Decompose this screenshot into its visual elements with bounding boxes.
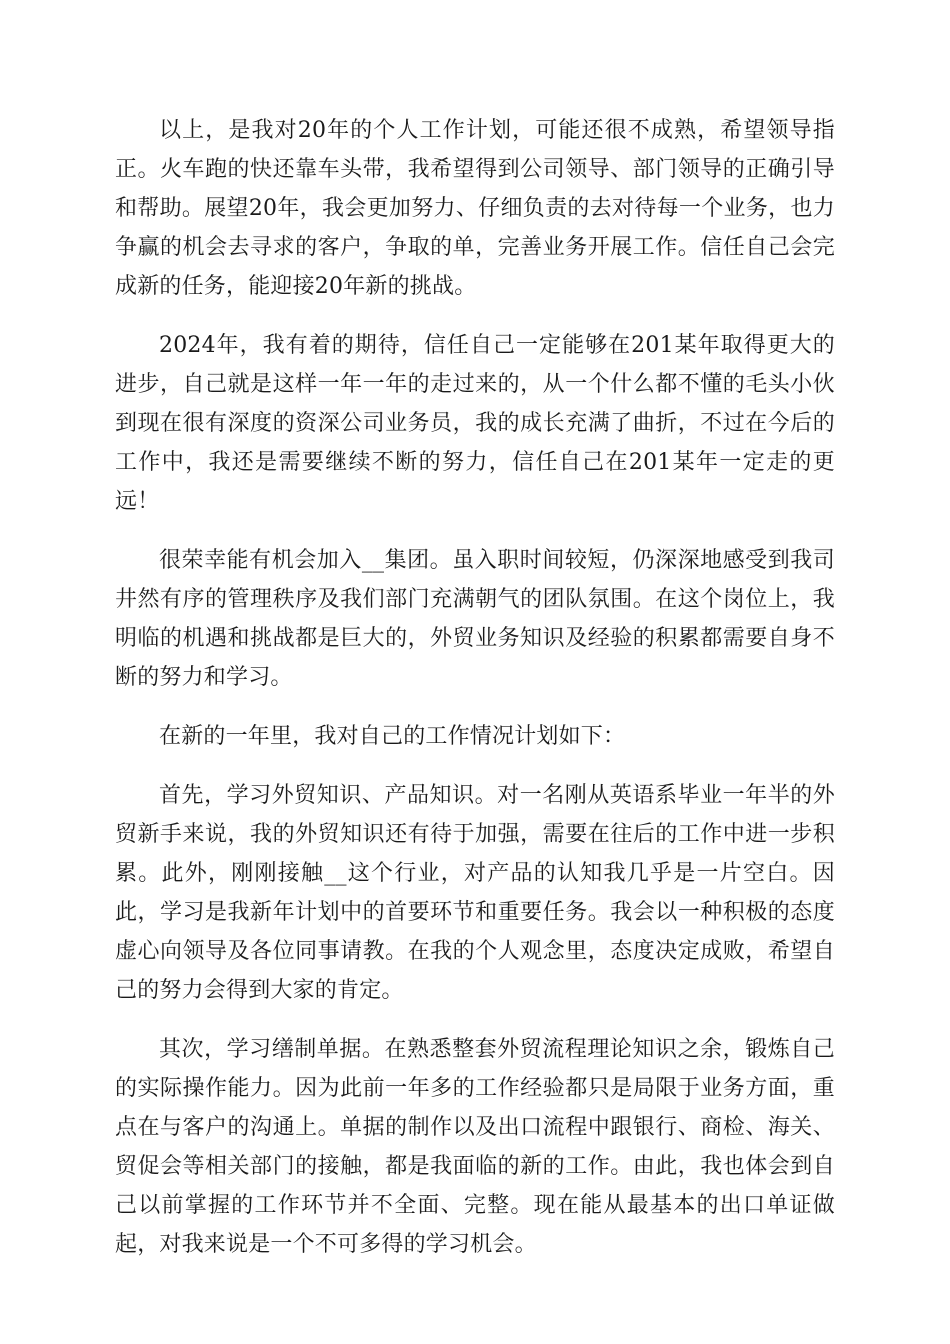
paragraph-introduction: 很荣幸能有机会加入__集团。虽入职时间较短，仍深深地感受到我司井然有序的管理秩序及我们部门充满朝气的团队氛围。在这个岗位上，我明临的机遇和挑战都是巨大的，外贸业务知识及经验的积累都需要自身不断的努力和学习。 [115,548,835,690]
paragraph-plan-second: 其次，学习缮制单据。在熟悉整套外贸流程理论知识之余，锻炼自己的实际操作能力。因为此前一年多的工作经验都只是局限于业务方面，重点在与客户的沟通上。单据的制作以及出口流程中跟银行、商检、海关、贸促会等相关部门的接触，都是我面临的新的工作。由此，我也体会到自己以前掌握的工作环节并不全面、完整。现在能从最基本的出口单证做起，对我来说是一个不可多得的学习机会。 [115,1037,835,1257]
paragraph-plan-first: 首先，学习外贸知识、产品知识。对一名刚从英语系毕业一年半的外贸新手来说，我的外贸知识还有待于加强，需要在往后的工作中进一步积累。此外，刚刚接触__这个行业，对产品的认知我几乎是一片空白。因此，学习是我新年计划中的首要环节和重要任务。我会以一种积极的态度虚心向领导及各位同事请教。在我的个人观念里，态度决定成败，希望自己的努力会得到大家的肯定。 [115,783,835,1003]
paragraph-plan-intro: 在新的一年里，我对自己的工作情况计划如下： [159,724,626,749]
paragraph-outlook: 2024年，我有着的期待，信任自己一定能够在201某年取得更大的进步，自己就是这样一年一年的走过来的，从一个什么都不懂的毛头小伙到现在很有深度的资深公司业务员，我的成长充满了曲折，不过在今后的工作中，我还是需要继续不断的努力，信任自己在201某年一定走的更远！ [115,333,835,514]
document-body [115,111,835,1284]
paragraph-summary: 以上，是我对20年的个人工作计划，可能还很不成熟，希望领导指正。火车跑的快还靠车头带，我希望得到公司领导、部门领导的正确引导和帮助。展望20年，我会更加努力、仔细负责的去对待每一个业务，也力争赢的机会去寻求的客户，争取的单，完善业务开展工作。信任自己会完成新的任务，能迎接20年新的挑战。 [115,118,835,299]
